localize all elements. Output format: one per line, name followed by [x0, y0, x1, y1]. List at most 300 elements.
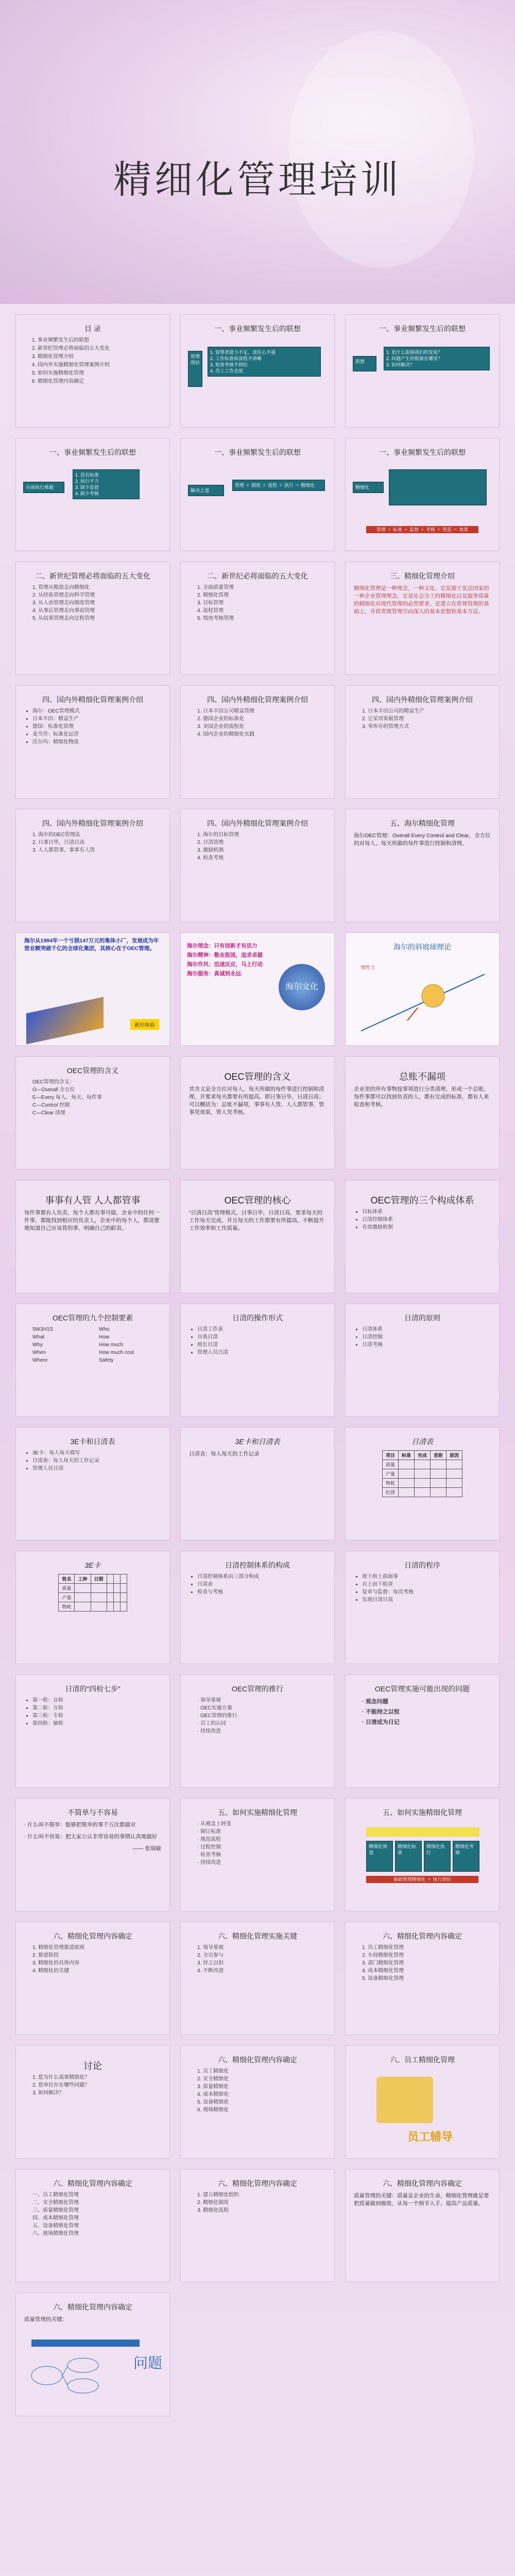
- list-item: Why: [32, 1342, 43, 1348]
- table-cell: 物耗: [59, 1602, 75, 1612]
- list-item: • 麦当劳：标准化运营: [32, 731, 160, 738]
- slide-form2b: [180, 1427, 335, 1540]
- slide-title: 日清的“四检七步”: [65, 1685, 121, 1693]
- label-box: 精细化: [353, 482, 384, 493]
- list-item: 3. 精细化管理介绍: [38, 353, 160, 361]
- slide-case6: [345, 809, 500, 922]
- list-item: • 第三检：专检: [32, 1712, 160, 1720]
- label-box: 解决之道: [188, 485, 224, 496]
- list-item: • 第四检：抽检: [32, 1720, 160, 1727]
- box-line: 2. 工作标准和流程不清晰: [210, 356, 262, 361]
- list-item: 2. 德国企业的标准化: [197, 716, 245, 722]
- slide-case4: [15, 809, 170, 922]
- list-item: 1. 您为什么需要精细化？: [32, 2075, 90, 2080]
- table-cell: 纪律: [382, 1488, 398, 1497]
- list-item: • 日清工作表: [197, 1326, 325, 1333]
- slide-title: OEC管理的含义: [66, 1066, 119, 1075]
- list-item: 三、质量精细化管理: [32, 2208, 79, 2213]
- table-row: [382, 1479, 462, 1488]
- list-item: 1. 建立精细化组织: [197, 2192, 239, 2198]
- flow-node: [67, 2358, 98, 2372]
- slide-title: 日清的程序: [404, 1561, 440, 1569]
- slide-content1: [15, 1922, 170, 2035]
- cover-title: 精细化管理培训: [113, 158, 402, 201]
- slide-daily1: [15, 1674, 170, 1788]
- list-item: • 第一检：自检: [32, 1697, 160, 1704]
- col-box: 精细化执行: [424, 1841, 451, 1872]
- slide-title: OEC管理的九个控制要素: [52, 1314, 133, 1322]
- flow-diagram: [26, 2355, 140, 2396]
- table-header: 项目: [382, 1451, 398, 1460]
- list-item: E—Every 每人、每天、每件事: [32, 1095, 102, 1100]
- list-item: · 持续改进: [197, 1728, 221, 1734]
- slide-title: 日清表: [411, 1437, 433, 1446]
- list-item: • 日清控制: [362, 1333, 490, 1341]
- blue-bar: [31, 2340, 140, 2347]
- list-item: 2. 从经验管理走向科学管理: [32, 592, 95, 598]
- list-item: 2. 您单位存在哪些问题？: [32, 2082, 90, 2088]
- slope-line: [361, 974, 485, 1031]
- slide-how1: [180, 1798, 335, 1911]
- slide-oec6: [345, 1180, 500, 1293]
- haier-lines: [187, 941, 263, 978]
- haier-line: 海尔理念：只有创新才有活力: [187, 943, 258, 949]
- list-item: 2. 推进阶段: [32, 1953, 59, 1958]
- slide-oec7: [15, 1303, 170, 1417]
- slope-diagram: [346, 959, 500, 1041]
- slide-subtitle: 质量管理的关键：: [24, 2316, 67, 2323]
- slide-title: 五、如何实施精细化管理: [218, 1808, 297, 1817]
- slide-title: 事事有人管 人人都管事: [45, 1195, 141, 1206]
- list-item: 一、员工精细化管理: [32, 2192, 79, 2198]
- item-list: [181, 1573, 334, 1596]
- slide-text: 精细化管理是一种理念，一种文化。它是源于发达国家的一种企业管理理念，它是社会分工的精细化以及服务质量的精细化对现代管理的必然要求，是建立在常规管理的基础上，并将常规管理引向深入的基本思想和基本方法。: [354, 585, 489, 615]
- item-list: [346, 1944, 499, 1982]
- slide-title: 二、新世纪管理必将面临的五大变化: [35, 572, 150, 580]
- slide-title: 目 录: [84, 325, 101, 333]
- content-box: 管理 ＋ 制度 ＋ 流程 ＋ 执行 ＝ 精细化: [232, 480, 325, 491]
- list-item: 5. 绩效考核管理: [197, 616, 234, 621]
- list-item: 3. 持之以恒: [197, 1960, 224, 1966]
- list-item: · 制订标准: [197, 1829, 221, 1835]
- list-item: · 检查考核: [197, 1852, 221, 1858]
- list-item: • 沃尔玛：精细化物流: [32, 738, 160, 746]
- list-item: 3. 质量精细化: [197, 2084, 229, 2090]
- list-item: • 海尔：OEC管理模式: [32, 707, 160, 715]
- box-line: 1. 管理者能力不足，责任心不强: [210, 350, 276, 355]
- table-row: [382, 1469, 462, 1479]
- slide-title: 海尔的斜坡球理论: [393, 943, 451, 951]
- list-item: 2. 安全精细化: [197, 2076, 229, 2082]
- item-list: [346, 1326, 499, 1349]
- box-line: 4. 缺少考核: [75, 491, 99, 496]
- slide-oec2: [180, 1056, 335, 1170]
- coaching-label: 员工辅导: [407, 2130, 453, 2143]
- list-item: • 第二检：互检: [32, 1704, 160, 1712]
- list-item: • 管理人员日清: [32, 1465, 160, 1472]
- slide-intro1: [345, 562, 500, 675]
- flow-edge: [62, 2376, 67, 2385]
- slide-title: 六、员工精细化管理: [390, 2056, 455, 2064]
- slide-form5: [180, 1551, 335, 1664]
- slide-title: 六、精细化管理内容确定: [53, 1932, 132, 1940]
- box-line: 4. 员工工作态度: [210, 368, 244, 374]
- list-item: 4. 国内外实施精细化管理案例介绍: [38, 361, 160, 369]
- list-item: O—Overall 全方位: [32, 1087, 75, 1093]
- item-list: [346, 1573, 499, 1604]
- slide-title: 四、国内外精细化管理案例介绍: [42, 696, 143, 704]
- list-item: • 自我日清: [197, 1333, 325, 1341]
- item-list: [16, 1326, 169, 1364]
- table-header: 日期: [91, 1574, 107, 1584]
- slide-text: 日清表：每人每天的工作记录: [189, 1451, 260, 1457]
- list-item: · 日清成为日记: [362, 1719, 400, 1725]
- picture-frame: [376, 2077, 433, 2123]
- list-item: When: [32, 1350, 46, 1355]
- list-item: 4. 不断改进: [197, 1968, 224, 1974]
- list-item: • 日清表：每人每天的工作记录: [32, 1457, 160, 1465]
- slide-title: 二、新世纪必将面临的五大变化: [207, 572, 308, 580]
- list-item: Who: [99, 1327, 110, 1332]
- list-item: · 过程控制: [197, 1844, 221, 1850]
- item-list: [16, 1078, 169, 1117]
- slide-accept: [15, 1798, 170, 1911]
- item-list: [16, 1944, 169, 1975]
- content-box: [384, 347, 490, 370]
- slide-content8: [345, 2169, 500, 2282]
- cover-slide: [0, 0, 515, 304]
- list-item: • 管理人员日清: [197, 1349, 325, 1357]
- haier-line: 海尔作风：迅速反应，马上行动: [187, 961, 263, 968]
- card-table: [58, 1574, 127, 1612]
- label-box: 联想: [353, 356, 376, 371]
- slide-title: 3E卡: [84, 1561, 101, 1569]
- list-item: · 从观念上转变: [197, 1821, 232, 1827]
- item-list: [346, 1208, 499, 1231]
- content-box: [208, 347, 321, 377]
- list-item: · 领导重视: [197, 1698, 221, 1703]
- list-item: 1. 海尔的目标管理: [197, 832, 239, 838]
- slide-title: 一、事业频繁发生后的联想: [214, 448, 301, 456]
- list-item: 4. 流程管理: [197, 608, 224, 614]
- flow-edge: [62, 2366, 67, 2376]
- item-list: [346, 1697, 499, 1727]
- list-item: 2. 全员参与: [197, 1953, 224, 1958]
- list-item: 2. 车间精细化管理: [362, 1953, 404, 1958]
- list-item: 1. 精细化管理推进原则: [32, 1945, 85, 1951]
- list-item: 5W3H1S: [32, 1327, 54, 1332]
- slide-assoc5: [345, 438, 500, 551]
- slide-content3: [345, 1922, 500, 2035]
- slide-assoc4: [180, 438, 335, 551]
- slide-title: 一、事业频繁发生后的联想: [49, 448, 136, 456]
- slide-text: 质量管理的关键：质量是企业的生命，精细化管理就是要把质量做到极致，从每一个细节入手，提高产品质量。: [354, 2193, 489, 2207]
- list-item: 2. 精细化管理: [197, 592, 229, 598]
- slide-text: 每件事都有人负责，每个人都有事可做，企业中的任何一件事，都能找到相应的负责人，企业中的每个人，都清楚地知道自己应该管的事，明确自己的职责。: [24, 1210, 160, 1231]
- experience-tag: 新旧体验: [130, 1019, 159, 1030]
- item-list: [16, 1449, 169, 1472]
- list-item: How: [99, 1334, 110, 1340]
- item-list: [181, 1820, 334, 1867]
- slide-oec1: [15, 1056, 170, 1170]
- slide-title: OEC管理的三个构成体系: [370, 1195, 474, 1206]
- slide-case1: [15, 685, 170, 799]
- list-item: • 复审与监督：每次考核: [362, 1588, 490, 1596]
- slide-case2: [180, 685, 335, 799]
- slide-title: 日清控制体系的构成: [225, 1561, 290, 1569]
- slide-text: 海尔OEC管理：Overall Every Control and Clear，全方位的对每人、每天所做的每件事进行控制和清理。: [354, 833, 491, 846]
- item-list: [181, 707, 334, 738]
- slide-title: 五、如何实施精细化管理: [383, 1808, 462, 1817]
- list-item: OEC管理的含义：: [32, 1079, 75, 1085]
- list-item: • 检查与考核: [197, 1588, 325, 1596]
- list-item: 3. 目标管理: [197, 600, 224, 606]
- slide-title: 六、精细化管理内容确定: [383, 1932, 462, 1940]
- list-item: 2. 精细化制度: [197, 2200, 229, 2206]
- item-list: [181, 831, 334, 862]
- slide-change1: [15, 562, 170, 675]
- list-item: 3. 如何解决？: [32, 2090, 64, 2096]
- haier-line: 海尔精神：敬业报国，追求卓越: [187, 952, 263, 958]
- toc-list: [16, 336, 169, 386]
- list-item: 4. 从事后管理走向事前管理: [32, 608, 95, 614]
- list-item: 4. 精细化的关键: [32, 1968, 70, 1974]
- slide-title: 六、精细化管理内容确定: [218, 2179, 297, 2188]
- list-item: 1. 日本丰田公司的精益生产: [362, 708, 425, 714]
- cols: [366, 1841, 479, 1872]
- slide-text: 企业里的所有事物按事项进行分类清理，形成一个总账，每件事都可以找到负责的人，都有完成的标准，都有人来检查和考核。: [354, 1086, 489, 1108]
- slide-title: 五、海尔精细化管理: [390, 819, 455, 827]
- slide-how2: [345, 1798, 500, 1911]
- list-item: · 规范流程: [197, 1837, 221, 1842]
- table-header: 完成: [414, 1451, 430, 1460]
- list-item: • 日清控制体系由三部分构成: [197, 1573, 325, 1581]
- slide-title: 不简单与不容易: [67, 1808, 118, 1817]
- box-line: 1. 没有标准: [75, 472, 99, 478]
- slide-assoc1: [180, 314, 335, 428]
- slide-title: 四、国内外精细化管理案例介绍: [42, 819, 143, 827]
- table-cell: 产量: [382, 1469, 398, 1479]
- slide-content4: [180, 2045, 335, 2159]
- list-item: 1. 管理从粗放走向精细化: [32, 585, 90, 590]
- list-item: 1. 员工精细化: [197, 2069, 229, 2074]
- daily-table: [382, 1450, 462, 1497]
- list-item: · OEC管理的推行: [197, 1713, 237, 1719]
- slide-case3: [345, 685, 500, 799]
- list-item: 1. 事业频繁发生后的联想: [38, 336, 160, 345]
- slide-title: 六、精细化管理内容确定: [53, 2179, 132, 2188]
- ball: [422, 985, 444, 1007]
- col-box: 精细化规划: [366, 1841, 393, 1872]
- list-item: 3. 美国企业的流程化: [197, 724, 245, 730]
- list-item: 4. 成本精细化管理: [362, 1968, 404, 1974]
- slide-oec8: [345, 1303, 500, 1417]
- list-item: Safety: [99, 1358, 114, 1363]
- list-item: 5. 设备精细化: [197, 2099, 229, 2105]
- list-item: 5. 设备精细化管理: [362, 1976, 404, 1981]
- table-row: [59, 1593, 127, 1602]
- slide-title: 3E卡和日清表: [235, 1437, 280, 1446]
- list-item: • 实现日清日高: [362, 1596, 490, 1604]
- slide-title: 六、精细化管理内容确定: [218, 2056, 297, 2064]
- slide-title: 四、国内外精细化管理案例介绍: [372, 696, 473, 704]
- list-item: • 日清控制体系: [362, 1216, 490, 1224]
- item-list: [181, 584, 334, 622]
- slide-title: 六、精细化管理实施关键: [218, 1932, 297, 1940]
- formula-bar: 管理 ＋ 标准 ＋ 监督 ＋ 考核 ＋ 奖惩 ＝ 效果: [366, 526, 478, 533]
- list-item: 3. 部门精细化管理: [362, 1960, 404, 1966]
- list-item: 6. 精细化管理内容确定: [38, 378, 160, 386]
- slide-form4: [15, 1551, 170, 1664]
- table-header: 姓名: [59, 1574, 75, 1584]
- list-item: 二、安全精细化管理: [32, 2200, 79, 2206]
- list-item: How much: [99, 1342, 124, 1348]
- list-item: · OEC实施方案: [197, 1705, 232, 1711]
- list-item: 1. 员工精细化管理: [362, 1945, 404, 1951]
- table-row: [382, 1488, 462, 1497]
- item-list: [16, 2074, 169, 2097]
- table-cell: 质量: [59, 1584, 75, 1593]
- list-item: • 日清体系: [362, 1326, 490, 1333]
- item-list: [181, 1944, 334, 1975]
- list-item: · 员工的认同: [197, 1721, 227, 1726]
- slide-title: 3E卡和日清表: [70, 1437, 115, 1446]
- list-item: • 自上而下检查: [362, 1581, 490, 1588]
- list-item: 2. 它采用看板管理: [362, 716, 404, 722]
- list-item: 3. 激励机制: [197, 848, 224, 853]
- table-cell: 物耗: [382, 1479, 398, 1488]
- list-item: 3. 零库存的管理方式: [362, 724, 409, 730]
- slide-content7: [180, 2169, 335, 2282]
- haier-line: 海尔服务：真诚到永远: [187, 971, 241, 977]
- box-line: 1. 是什么阻碍我们的发展？: [386, 350, 443, 355]
- list-item: • 日清考核: [362, 1341, 490, 1349]
- slide-title: OEC管理实施可能出现的问题: [374, 1685, 470, 1693]
- col-box: 精细化标准: [395, 1841, 422, 1872]
- content-box: [389, 469, 487, 505]
- box-line: 3. 缺少监督: [75, 485, 99, 490]
- slide-title: 六、精细化管理内容确定: [53, 2303, 132, 2311]
- slide-content6: [15, 2169, 170, 2282]
- table-row: [382, 1460, 462, 1469]
- slide-assoc2: [345, 314, 500, 428]
- slide-haier2: [180, 933, 335, 1046]
- list-item: 四、成本精细化管理: [32, 2215, 79, 2221]
- table-cell: 质量: [382, 1460, 398, 1469]
- item-list: [181, 1697, 334, 1735]
- item-list: [16, 584, 169, 622]
- slide-title: 一、事业频繁发生后的联想: [379, 325, 466, 333]
- list-item: • 按下班上前面事: [362, 1573, 490, 1581]
- list-item: 1. 全面质量管理: [197, 585, 234, 590]
- force-arrow: [407, 1008, 418, 1021]
- list-item: · 观念问题: [362, 1699, 388, 1705]
- slide-text: · 什么叫不简单：能够把简单的事千万次都做对: [24, 1822, 136, 1828]
- slide-content5: [345, 2045, 500, 2159]
- table-header: 差距: [431, 1451, 447, 1460]
- force-label: 惯性力: [361, 965, 375, 970]
- slide-toc: [15, 314, 170, 428]
- flow-node: [67, 2379, 98, 2393]
- item-list: [181, 2067, 334, 2114]
- slide-title: 日清的原则: [404, 1314, 440, 1322]
- slide-form6: [345, 1551, 500, 1664]
- list-item: 3. 人人都管事，事事有人管: [32, 848, 95, 853]
- list-item: 6. 现场精细化: [197, 2107, 229, 2113]
- list-item: 六、现场精细化管理: [32, 2231, 79, 2236]
- slide-text: 其含义是全方位对每人、每天所做的每件事进行控制和清理，并要求每天都要有所提高。即日事日毕，日清日高；可以概括为：总账不漏项，事事有人管，人人都管事，管事凭效果，管人凭考核。: [189, 1086, 324, 1115]
- slide-oec4: [15, 1180, 170, 1293]
- slide-title: 六、精细化管理内容确定: [383, 2179, 462, 2188]
- list-item: • 德国：标准化管理: [32, 723, 160, 731]
- slide-oec5: [180, 1180, 335, 1293]
- question-text: 问题: [133, 2355, 162, 2371]
- list-item: 1. 海尔的OEC管理法: [32, 832, 80, 838]
- slide-last: [15, 2293, 170, 2416]
- box-line: 2. 执行不力: [75, 479, 99, 484]
- item-list: [16, 1697, 169, 1727]
- slide-oec3: [345, 1056, 500, 1170]
- list-item: • 日本丰田：精益生产: [32, 715, 160, 723]
- table-row: [59, 1602, 127, 1612]
- slide-form1: [180, 1303, 335, 1417]
- formula-bar: 基础管理精细化 ＋ 执行到位: [366, 1876, 478, 1883]
- slide-content2: [180, 1922, 335, 2035]
- content-box: [73, 469, 140, 499]
- list-item: • 有效激励机制: [362, 1224, 490, 1231]
- col-box: 精细化考核: [453, 1841, 479, 1872]
- list-item: 1. 领导重视: [197, 1945, 224, 1951]
- list-item: 1. 日本丰田公司精益管理: [197, 708, 255, 714]
- item-list: [181, 1326, 334, 1357]
- list-item: 2. 新世纪管理必将面临的五大变化: [38, 345, 160, 353]
- list-item: • 目标体系: [362, 1208, 490, 1216]
- item-list: [346, 707, 499, 731]
- list-item: 3. 从人治管理走向制度管理: [32, 600, 95, 606]
- table-header: 原因: [447, 1451, 462, 1460]
- slide-author: —— 张瑞敏: [132, 1845, 161, 1852]
- list-item: Where: [32, 1358, 48, 1363]
- box-line: 2. 问题产生的根源在哪里？: [386, 356, 443, 361]
- table-cell: 产量: [59, 1593, 75, 1602]
- table-row: [59, 1584, 127, 1593]
- item-list: [16, 707, 169, 746]
- slide-case5: [180, 809, 335, 922]
- list-item: 4. 检查考核: [197, 855, 224, 861]
- slide-title: 一、事业频繁发生后的联想: [379, 448, 466, 456]
- slide-text: · 什么叫不容易：把大家公认非常容易的事情认真地做好: [24, 1834, 158, 1840]
- list-item: · 不能持之以恒: [362, 1709, 400, 1715]
- slide-change2: [180, 562, 335, 675]
- list-item: 2. 日清管理: [197, 840, 224, 845]
- slide-haier3: [345, 933, 500, 1046]
- slide-title: 总账不漏项: [399, 1072, 445, 1082]
- slide-title: 一、事业频繁发生后的联想: [214, 325, 301, 333]
- item-list: [16, 2191, 169, 2238]
- list-item: C—Clear 清理: [32, 1110, 65, 1116]
- list-item: 3. 精细化的具体内容: [32, 1960, 80, 1966]
- list-item: • 3E卡：每人每天填写: [32, 1449, 160, 1457]
- yellow-header: [366, 1827, 479, 1837]
- slide-daily2: [180, 1674, 335, 1788]
- label-box: 管理现状: [188, 351, 202, 387]
- list-item: What: [32, 1334, 45, 1340]
- label-box: 分部执行难题: [23, 482, 64, 493]
- slide-form2: [15, 1427, 170, 1540]
- list-item: • 日清表: [197, 1581, 325, 1588]
- list-item: How much cost: [99, 1350, 134, 1355]
- item-list: [16, 831, 169, 854]
